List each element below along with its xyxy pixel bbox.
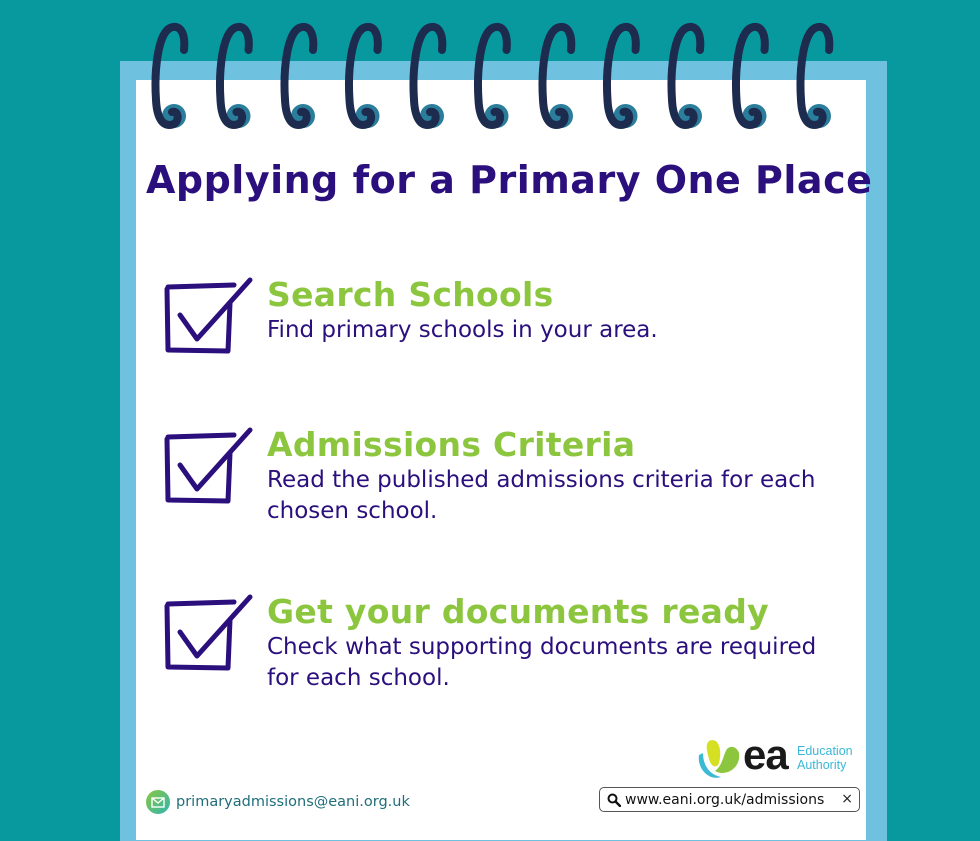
checkbox-checked-icon <box>162 275 258 355</box>
page-title: Applying for a Primary One Place <box>146 158 873 202</box>
ea-leaf-icon <box>695 733 743 781</box>
checkbox-checked-icon <box>162 592 258 672</box>
item-heading: Search Schools <box>267 275 554 314</box>
item-heading: Admissions Criteria <box>267 425 636 464</box>
item-description: Find primary schools in your area. <box>267 317 658 343</box>
logo-org-line2: Authority <box>797 758 847 772</box>
logo-mark: ea <box>743 731 788 778</box>
item-description: Check what supporting documents are required for each school. <box>267 634 817 691</box>
url-text[interactable]: www.eani.org.uk/admissions <box>625 791 825 808</box>
search-icon <box>607 793 621 807</box>
checkbox-checked-icon <box>162 425 258 505</box>
email-address[interactable]: primaryadmissions@eani.org.uk <box>176 794 410 810</box>
item-heading: Get your documents ready <box>267 592 769 631</box>
education-authority-logo <box>695 733 865 781</box>
logo-org-name <box>797 744 853 772</box>
close-icon[interactable]: × <box>841 791 853 807</box>
logo-org-line1: Education <box>797 744 853 758</box>
email-contact[interactable] <box>146 790 410 814</box>
mail-icon <box>146 790 170 814</box>
item-description: Read the published admissions criteria for each chosen school. <box>267 467 816 524</box>
url-search-bar[interactable] <box>599 787 860 812</box>
